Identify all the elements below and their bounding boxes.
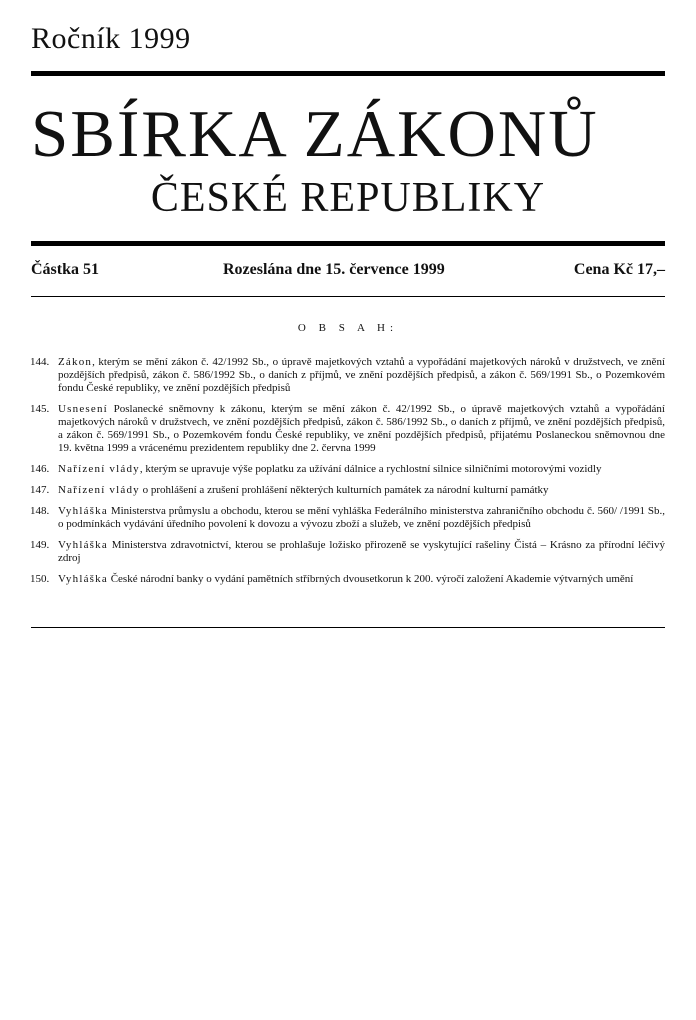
journal-subtitle: ČESKÉ REPUBLIKY	[150, 175, 546, 221]
contents-item	[30, 539, 665, 565]
contents-item	[30, 356, 665, 395]
item-text: , kterým se upravuje výše poplatku za užívání dálnice a rychlostní silnice silničními motorovými vozidly	[139, 463, 602, 475]
contents-list	[30, 356, 665, 594]
item-type: Zákon	[58, 356, 93, 368]
item-number: 145.	[30, 403, 50, 415]
journal-page	[31, 0, 665, 1020]
distribution-date: Rozeslána dne 15. července 1999	[223, 261, 445, 278]
item-number: 149.	[30, 539, 50, 551]
item-type: Vyhláška	[58, 573, 108, 585]
item-type: Nařízení vlády	[58, 463, 140, 475]
journal-title: SBÍRKA ZÁKONŮ	[31, 97, 599, 171]
item-number: 144.	[30, 356, 50, 368]
item-type: Nařízení vlády	[58, 484, 140, 496]
item-type: Usnesení	[58, 403, 108, 415]
contents-heading: O B S A H:	[297, 322, 399, 334]
item-type: Vyhláška	[58, 539, 108, 551]
contents-item	[30, 573, 665, 586]
item-number: 150.	[30, 573, 50, 585]
title-bottom-rule	[31, 241, 665, 246]
part-number: Částka 51	[31, 261, 100, 278]
contents-end-rule	[31, 627, 665, 628]
item-text: , kterým se mění zákon č. 42/1992 Sb., o úpravě majetkových vztahů a vypořádání majetkových nároků v družstvech, ve znění pozdějších předpisů, zákon č. 586/1992 Sb., o daních z příjmů, ve znění pozdějších předpisů, a zákon č. 569/1991 Sb., o Pozemkovém fondu České republiky, ve znění pozdějších předpisů	[58, 356, 665, 394]
item-type: Vyhláška	[58, 505, 108, 517]
contents-item	[30, 505, 665, 531]
contents-item	[30, 403, 665, 455]
price: Cena Kč 17,–	[573, 261, 665, 278]
item-number: 146.	[30, 463, 50, 475]
top-rule	[31, 71, 665, 76]
contents-item	[30, 484, 665, 497]
item-text: o prohlášení a zrušení prohlášení některých kulturních památek za národní kulturní památky	[139, 484, 549, 496]
contents-item	[30, 463, 665, 476]
item-text: Ministerstva průmyslu a obchodu, kterou se mění vyhláška Federálního ministerstva zahraničního obchodu č. 560/ /1991 Sb., o podmínkách vydávání úředního povolení k dovozu a vývozu zboží a služeb, ve znění pozdějších předpisů	[58, 505, 665, 530]
item-text: Poslanecké sněmovny k zákonu, kterým se mění zákon č. 42/1992 Sb., o úpravě majetkových vztahů a vypořádání majetkových nároků v družstvech, ve znění pozdějších předpisů, zákon č. 586/1992 Sb., o daních z příjmů, ve znění pozdějších předpisů, a zákon č. 569/1991 Sb., o Pozemkovém fondu České republiky, ve znění pozdějších předpisů, přijatému Poslaneckou sněmovnou dne 19. května 1999 a vrácenému prezidentem republiky dne 2. června 1999	[58, 403, 665, 454]
item-number: 147.	[30, 484, 50, 496]
volume-label: Ročník 1999	[31, 22, 191, 55]
item-text: České národní banky o vydání pamětních stříbrných dvousetkorun k 200. výročí založení Akademie výtvarných umění	[107, 573, 634, 585]
item-text: Ministerstva zdravotnictví, kterou se prohlašuje ložisko přirozeně se vyskytující rašeliny Čistá – Krásno za přírodní léčivý zdroj	[58, 539, 665, 564]
item-number: 148.	[30, 505, 50, 517]
meta-rule	[31, 296, 665, 297]
